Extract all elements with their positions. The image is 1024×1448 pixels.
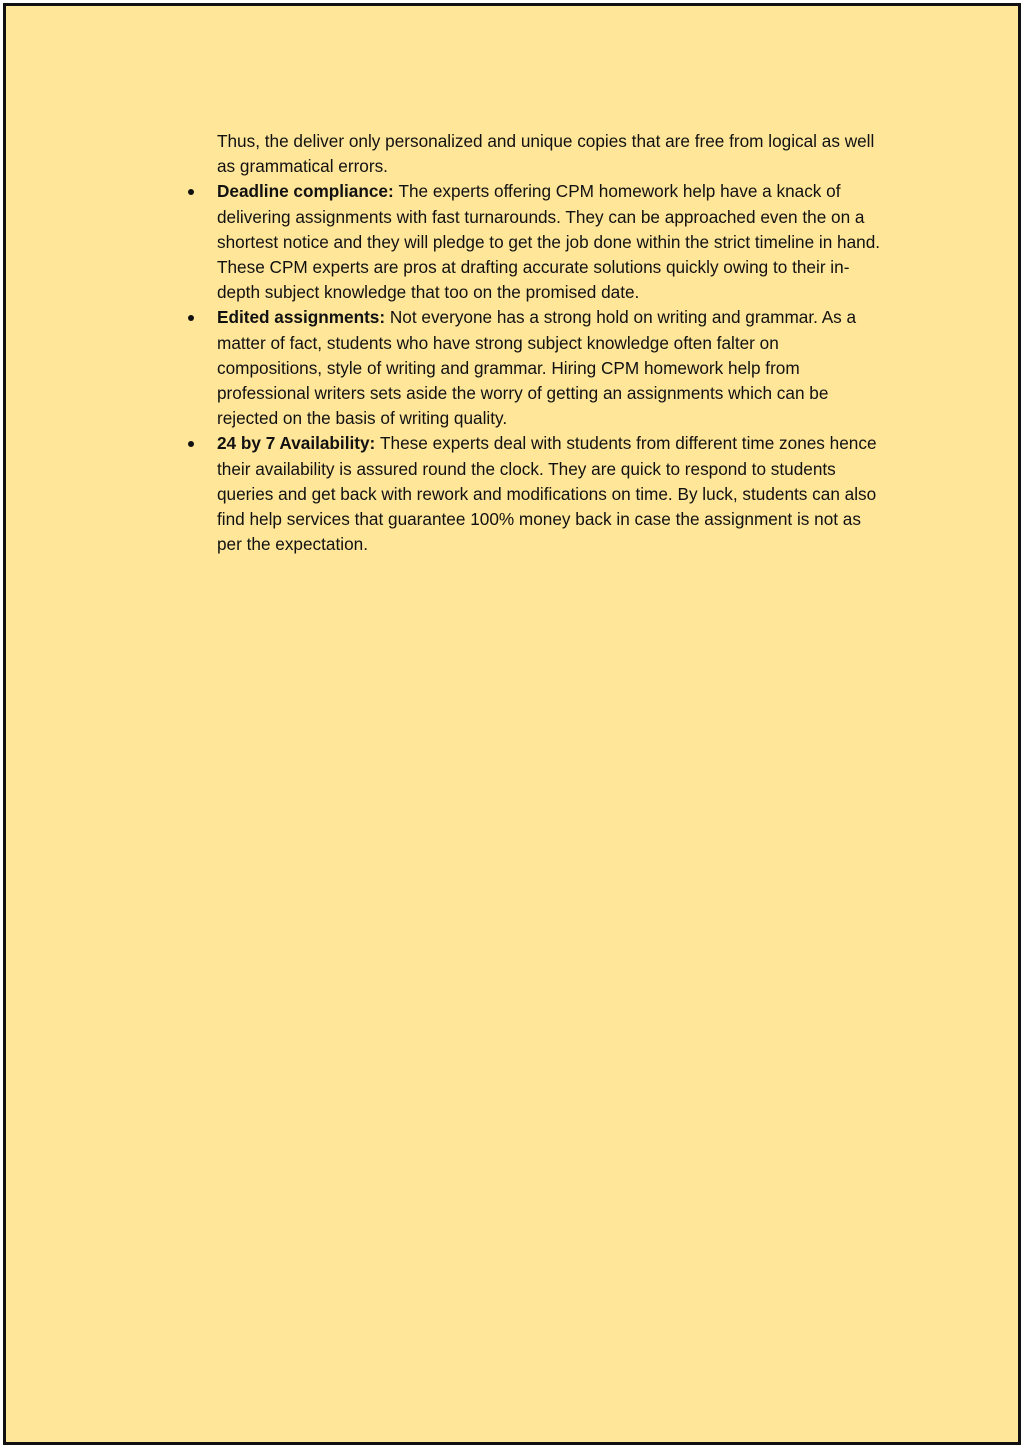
document-body bbox=[217, 129, 882, 557]
bullet-icon bbox=[188, 189, 194, 195]
list-item-edited-assignments bbox=[217, 305, 882, 431]
item-term: Deadline compliance: bbox=[217, 181, 399, 202]
bullet-icon bbox=[188, 315, 194, 321]
list-item-deadline-compliance bbox=[217, 179, 882, 305]
item-term: Edited assignments: bbox=[217, 307, 390, 328]
item-text: Not everyone has a strong hold on writing and grammar. As a matter of fact, students who have strong subject knowledge often falter on compositions, style of writing and grammar. Hiring CPM homework help from professional writers sets aside the worry of getting an assignments which can be rejected on the basis of writing quality. bbox=[217, 307, 857, 429]
item-text: The experts offering CPM homework help have a knack of delivering assignments with fast turnarounds. They can be approached even the on a shortest notice and they will pledge to get the job done within the strict timeline in hand. These CPM experts are pros at drafting accurate solutions quickly owing to their in-depth subject knowledge that too on the promised date. bbox=[217, 181, 881, 303]
page-frame bbox=[3, 3, 1021, 1445]
lead-paragraph: Thus, the deliver only personalized and unique copies that are free from logical as well as grammatical errors. bbox=[217, 131, 875, 177]
item-term: 24 by 7 Availability: bbox=[217, 433, 381, 454]
feature-list bbox=[217, 179, 882, 557]
bullet-icon bbox=[188, 441, 194, 447]
list-item-availability bbox=[217, 431, 882, 557]
item-text: These experts deal with students from different time zones hence their availability is assured round the clock. They are quick to respond to students queries and get back with rework and modifications on time. By luck, students can also find help services that guarantee 100% money back in case the assignment is not as per the expectation. bbox=[217, 433, 877, 555]
